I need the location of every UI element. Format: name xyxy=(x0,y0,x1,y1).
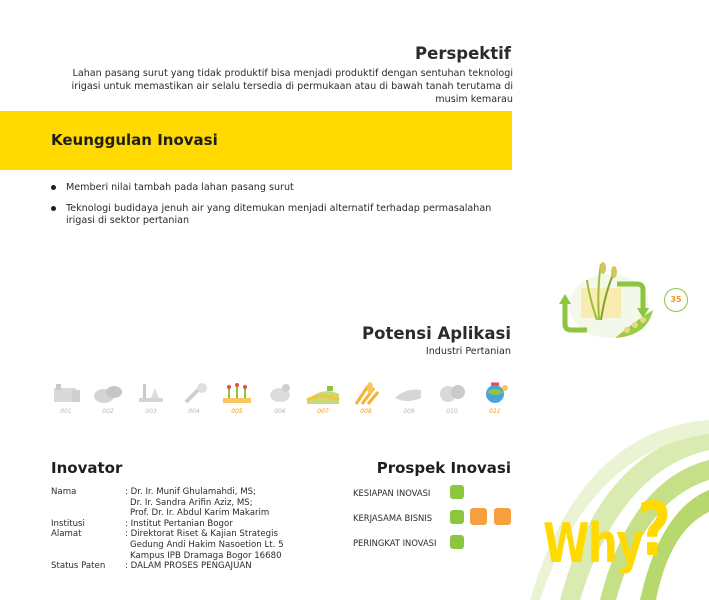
application-icons xyxy=(48,380,514,418)
peringkat-inovasi-label: PERINGKAT INOVASI xyxy=(353,538,437,548)
gear-icon xyxy=(450,485,464,499)
factory-icon xyxy=(48,380,84,406)
keunggulan-list xyxy=(51,182,513,236)
potensi-title: Potensi Aplikasi xyxy=(362,324,511,343)
seedling-row-icon xyxy=(219,380,255,406)
kesiapan-inovasi-label: KESIAPAN INOVASI xyxy=(353,488,431,498)
chicken-icon xyxy=(262,380,298,406)
potensi-subtitle: Industri Pertanian xyxy=(425,346,511,357)
list-item: Memberi nilai tambah pada lahan pasang surut xyxy=(51,182,513,195)
app-icon-008: 008 xyxy=(348,380,384,416)
table-row: Gedung Andi Hakim Nasoetion Lt. 5 xyxy=(130,539,284,550)
keunggulan-title: Keunggulan Inovasi xyxy=(51,131,218,149)
field-icon xyxy=(305,380,341,406)
app-icon-003: 003 xyxy=(133,380,169,416)
table-row: Dr. Ir. Sandra Arifin Aziz, MS; xyxy=(130,497,253,508)
app-icon-002: 002 xyxy=(90,380,126,416)
app-icon-005: 005 xyxy=(219,380,255,416)
table-row: Prof. Dr. Ir. Abdul Karim Makarim xyxy=(130,508,270,519)
globe-icon xyxy=(477,380,513,406)
app-icon-007: 007 xyxy=(305,380,341,416)
money-bag-icon xyxy=(450,510,464,524)
bullet-icon xyxy=(51,206,56,211)
money-bag-icon xyxy=(470,508,487,525)
app-icon-009: 009 xyxy=(391,380,427,416)
bullet-icon xyxy=(51,185,56,190)
inovator-table xyxy=(51,487,325,572)
table-row: Alamat : Direktorat Riset & Kajian Strategis xyxy=(51,529,278,540)
app-icon-011: 011 xyxy=(477,380,513,416)
why-question-mark: ? xyxy=(637,487,672,573)
inovator-title: Inovator xyxy=(51,459,123,477)
table-row: Status Paten : DALAM PROSES PENGAJUAN xyxy=(51,561,252,572)
list-item: Teknologi budidaya jenuh air yang ditemukan menjadi alternatif terhadap permasalahan irigasi di sektor pertanian xyxy=(51,203,513,228)
prospek-title: Prospek Inovasi xyxy=(376,459,511,477)
app-icon-010: 010 xyxy=(434,380,470,416)
lab-icon xyxy=(133,380,169,406)
why-logo-text: Why xyxy=(543,512,643,575)
kerjasama-bisnis-label: KERJASAMA BISNIS xyxy=(353,513,433,523)
table-row: Kampus IPB Dramaga Bogor 16680 xyxy=(130,550,282,561)
table-row: Institusi : Institut Pertanian Bogor xyxy=(51,518,233,529)
app-icon-004: 004 xyxy=(176,380,212,416)
stones-icon xyxy=(90,380,126,406)
perspektif-body: Lahan pasang surut yang tidak produktif bisa menjadi produktif dengan sentuhan teknologi irigasi untuk memastikan air selalu tersedia di permukaan atau di bawah tanah terutama di musim kemarau xyxy=(71,68,513,105)
coins-icon xyxy=(434,380,470,406)
money-bag-icon xyxy=(494,508,511,525)
plant-cycle-illustration xyxy=(557,258,663,346)
table-row: Nama : Dr. Ir. Munif Ghulamahdi, MS; xyxy=(51,487,257,497)
plant-sprout-icon xyxy=(176,380,212,406)
hand-icon xyxy=(391,380,427,406)
wheat-icon xyxy=(348,380,384,406)
thumbs-up-icon xyxy=(450,535,464,549)
page-number: 35 xyxy=(664,288,688,312)
app-icon-001: 001 xyxy=(48,380,84,416)
app-icon-006: 006 xyxy=(262,380,298,416)
perspektif-title: Perspektif xyxy=(415,44,511,63)
